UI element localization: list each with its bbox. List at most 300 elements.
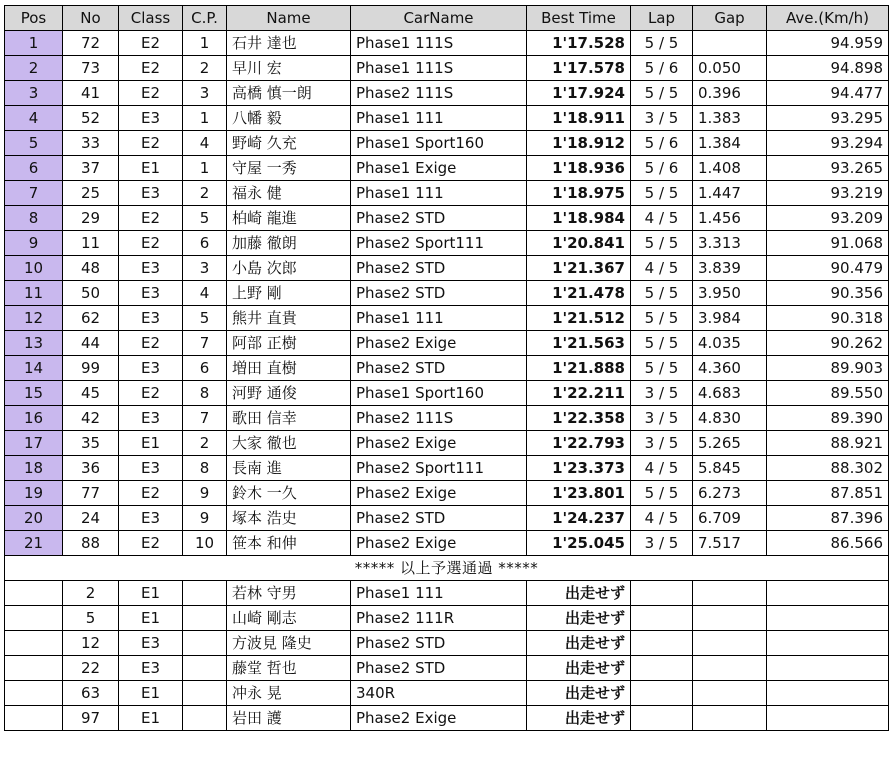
pos-cell: 15 bbox=[5, 381, 63, 406]
pos-cell-empty bbox=[5, 706, 63, 731]
class-cell: E3 bbox=[119, 456, 183, 481]
cp-cell-empty bbox=[183, 606, 227, 631]
cp-cell: 2 bbox=[183, 181, 227, 206]
best-time-cell: 1'22.358 bbox=[527, 406, 631, 431]
gap-cell: 1.408 bbox=[693, 156, 767, 181]
ave-cell: 86.566 bbox=[767, 531, 889, 556]
lap-cell-empty bbox=[631, 706, 693, 731]
cp-cell: 4 bbox=[183, 281, 227, 306]
name-cell: 笹本 和伸 bbox=[227, 531, 351, 556]
header-cp: C.P. bbox=[183, 6, 227, 31]
carname-cell: Phase2 Exige bbox=[351, 706, 527, 731]
carname-cell: Phase2 Sport111 bbox=[351, 456, 527, 481]
header-class: Class bbox=[119, 6, 183, 31]
gap-cell bbox=[693, 31, 767, 56]
carname-cell: Phase2 STD bbox=[351, 206, 527, 231]
table-row bbox=[5, 531, 889, 556]
table-row bbox=[5, 306, 889, 331]
best-time-cell: 1'21.367 bbox=[527, 256, 631, 281]
carname-cell: Phase2 STD bbox=[351, 631, 527, 656]
no-cell: 62 bbox=[63, 306, 119, 331]
cp-cell: 8 bbox=[183, 456, 227, 481]
best-time-cell: 1'23.801 bbox=[527, 481, 631, 506]
table-row bbox=[5, 381, 889, 406]
header-pos: Pos bbox=[5, 6, 63, 31]
cp-cell-empty bbox=[183, 681, 227, 706]
gap-cell-empty bbox=[693, 681, 767, 706]
name-cell: 大家 徹也 bbox=[227, 431, 351, 456]
dns-row bbox=[5, 581, 889, 606]
pos-cell: 19 bbox=[5, 481, 63, 506]
best-time-cell: 1'18.984 bbox=[527, 206, 631, 231]
lap-cell: 5 / 5 bbox=[631, 81, 693, 106]
table-row bbox=[5, 431, 889, 456]
no-cell: 73 bbox=[63, 56, 119, 81]
dns-row bbox=[5, 706, 889, 731]
cp-cell: 7 bbox=[183, 406, 227, 431]
ave-cell-empty bbox=[767, 581, 889, 606]
no-cell: 63 bbox=[63, 681, 119, 706]
lap-cell: 3 / 5 bbox=[631, 406, 693, 431]
gap-cell: 1.447 bbox=[693, 181, 767, 206]
pos-cell: 7 bbox=[5, 181, 63, 206]
cp-cell: 7 bbox=[183, 331, 227, 356]
table-row bbox=[5, 481, 889, 506]
table-row bbox=[5, 156, 889, 181]
carname-cell: Phase2 Exige bbox=[351, 331, 527, 356]
best-time-cell: 1'25.045 bbox=[527, 531, 631, 556]
pos-cell: 9 bbox=[5, 231, 63, 256]
ave-cell-empty bbox=[767, 606, 889, 631]
pos-cell: 2 bbox=[5, 56, 63, 81]
table-row bbox=[5, 356, 889, 381]
dns-body bbox=[5, 581, 889, 731]
ave-cell: 88.921 bbox=[767, 431, 889, 456]
pos-cell: 16 bbox=[5, 406, 63, 431]
ave-cell: 89.903 bbox=[767, 356, 889, 381]
gap-cell: 4.830 bbox=[693, 406, 767, 431]
table-row bbox=[5, 506, 889, 531]
no-cell: 36 bbox=[63, 456, 119, 481]
no-cell: 11 bbox=[63, 231, 119, 256]
carname-cell: Phase2 STD bbox=[351, 656, 527, 681]
gap-cell: 1.384 bbox=[693, 131, 767, 156]
status-cell: 出走せず bbox=[527, 606, 631, 631]
best-time-cell: 1'18.975 bbox=[527, 181, 631, 206]
no-cell: 5 bbox=[63, 606, 119, 631]
class-cell: E3 bbox=[119, 256, 183, 281]
best-time-cell: 1'22.793 bbox=[527, 431, 631, 456]
name-cell: 八幡 毅 bbox=[227, 106, 351, 131]
lap-cell-empty bbox=[631, 631, 693, 656]
cp-cell-empty bbox=[183, 581, 227, 606]
pos-cell: 17 bbox=[5, 431, 63, 456]
ave-cell-empty bbox=[767, 681, 889, 706]
dns-row bbox=[5, 631, 889, 656]
cp-cell: 1 bbox=[183, 106, 227, 131]
cp-cell: 8 bbox=[183, 381, 227, 406]
cp-cell-empty bbox=[183, 706, 227, 731]
gap-cell-empty bbox=[693, 706, 767, 731]
gap-cell: 3.839 bbox=[693, 256, 767, 281]
lap-cell: 3 / 5 bbox=[631, 106, 693, 131]
lap-cell: 4 / 5 bbox=[631, 506, 693, 531]
table-row bbox=[5, 206, 889, 231]
best-time-cell: 1'18.936 bbox=[527, 156, 631, 181]
ave-cell: 93.295 bbox=[767, 106, 889, 131]
class-cell: E3 bbox=[119, 306, 183, 331]
cp-cell: 6 bbox=[183, 356, 227, 381]
class-cell: E2 bbox=[119, 481, 183, 506]
name-cell: 熊井 直貴 bbox=[227, 306, 351, 331]
carname-cell: Phase2 STD bbox=[351, 256, 527, 281]
ave-cell: 93.294 bbox=[767, 131, 889, 156]
no-cell: 24 bbox=[63, 506, 119, 531]
ave-cell: 90.479 bbox=[767, 256, 889, 281]
pos-cell-empty bbox=[5, 606, 63, 631]
ave-cell-empty bbox=[767, 631, 889, 656]
dns-row bbox=[5, 606, 889, 631]
dns-row bbox=[5, 681, 889, 706]
pos-cell: 12 bbox=[5, 306, 63, 331]
header-lap: Lap bbox=[631, 6, 693, 31]
pos-cell: 5 bbox=[5, 131, 63, 156]
cp-cell: 4 bbox=[183, 131, 227, 156]
lap-cell-empty bbox=[631, 581, 693, 606]
lap-cell: 5 / 6 bbox=[631, 131, 693, 156]
table-row bbox=[5, 256, 889, 281]
carname-cell: Phase2 STD bbox=[351, 356, 527, 381]
ave-cell: 90.262 bbox=[767, 331, 889, 356]
class-cell: E2 bbox=[119, 131, 183, 156]
gap-cell: 4.360 bbox=[693, 356, 767, 381]
no-cell: 50 bbox=[63, 281, 119, 306]
best-time-cell: 1'17.924 bbox=[527, 81, 631, 106]
lap-cell: 4 / 5 bbox=[631, 456, 693, 481]
class-cell: E3 bbox=[119, 506, 183, 531]
gap-cell-empty bbox=[693, 581, 767, 606]
cp-cell: 1 bbox=[183, 156, 227, 181]
best-time-cell: 1'24.237 bbox=[527, 506, 631, 531]
table-row bbox=[5, 56, 889, 81]
lap-cell: 5 / 6 bbox=[631, 156, 693, 181]
name-cell: 歌田 信幸 bbox=[227, 406, 351, 431]
carname-cell: Phase1 111 bbox=[351, 306, 527, 331]
pos-cell-empty bbox=[5, 581, 63, 606]
lap-cell: 5 / 5 bbox=[631, 181, 693, 206]
gap-cell: 1.383 bbox=[693, 106, 767, 131]
ave-cell: 90.318 bbox=[767, 306, 889, 331]
lap-cell: 5 / 5 bbox=[631, 356, 693, 381]
best-time-cell: 1'18.911 bbox=[527, 106, 631, 131]
name-cell: 増田 直樹 bbox=[227, 356, 351, 381]
table-row bbox=[5, 181, 889, 206]
gap-cell-empty bbox=[693, 656, 767, 681]
ave-cell: 94.477 bbox=[767, 81, 889, 106]
cp-cell: 2 bbox=[183, 56, 227, 81]
name-cell: 石井 達也 bbox=[227, 31, 351, 56]
best-time-cell: 1'18.912 bbox=[527, 131, 631, 156]
table-row bbox=[5, 406, 889, 431]
ave-cell: 90.356 bbox=[767, 281, 889, 306]
name-cell: 福永 健 bbox=[227, 181, 351, 206]
pos-cell: 8 bbox=[5, 206, 63, 231]
table-row bbox=[5, 231, 889, 256]
gap-cell: 3.950 bbox=[693, 281, 767, 306]
no-cell: 52 bbox=[63, 106, 119, 131]
lap-cell: 5 / 5 bbox=[631, 331, 693, 356]
pos-cell: 21 bbox=[5, 531, 63, 556]
gap-cell: 0.396 bbox=[693, 81, 767, 106]
header-row bbox=[5, 6, 889, 31]
gap-cell: 5.265 bbox=[693, 431, 767, 456]
table-row bbox=[5, 31, 889, 56]
best-time-cell: 1'17.528 bbox=[527, 31, 631, 56]
lap-cell: 5 / 6 bbox=[631, 56, 693, 81]
status-cell: 出走せず bbox=[527, 656, 631, 681]
cp-cell: 2 bbox=[183, 431, 227, 456]
class-cell: E2 bbox=[119, 231, 183, 256]
name-cell: 山崎 剛志 bbox=[227, 606, 351, 631]
best-time-cell: 1'21.888 bbox=[527, 356, 631, 381]
no-cell: 77 bbox=[63, 481, 119, 506]
cp-cell: 6 bbox=[183, 231, 227, 256]
name-cell: 長南 進 bbox=[227, 456, 351, 481]
gap-cell: 4.035 bbox=[693, 331, 767, 356]
lap-cell: 5 / 5 bbox=[631, 306, 693, 331]
class-cell: E3 bbox=[119, 181, 183, 206]
lap-cell: 5 / 5 bbox=[631, 481, 693, 506]
results-table bbox=[4, 5, 889, 731]
pos-cell: 14 bbox=[5, 356, 63, 381]
cp-cell: 9 bbox=[183, 506, 227, 531]
name-cell: 阿部 正樹 bbox=[227, 331, 351, 356]
gap-cell: 6.273 bbox=[693, 481, 767, 506]
ave-cell-empty bbox=[767, 706, 889, 731]
pos-cell-empty bbox=[5, 656, 63, 681]
lap-cell-empty bbox=[631, 656, 693, 681]
best-time-cell: 1'21.478 bbox=[527, 281, 631, 306]
name-cell: 上野 剛 bbox=[227, 281, 351, 306]
separator-body bbox=[5, 556, 889, 581]
name-cell: 河野 通俊 bbox=[227, 381, 351, 406]
cp-cell: 9 bbox=[183, 481, 227, 506]
header-no: No bbox=[63, 6, 119, 31]
pos-cell: 4 bbox=[5, 106, 63, 131]
carname-cell: Phase1 111 bbox=[351, 106, 527, 131]
gap-cell: 0.050 bbox=[693, 56, 767, 81]
table-row bbox=[5, 81, 889, 106]
carname-cell: Phase2 STD bbox=[351, 281, 527, 306]
class-cell: E2 bbox=[119, 56, 183, 81]
ave-cell: 93.209 bbox=[767, 206, 889, 231]
carname-cell: Phase1 Sport160 bbox=[351, 381, 527, 406]
pos-cell: 1 bbox=[5, 31, 63, 56]
lap-cell: 4 / 5 bbox=[631, 256, 693, 281]
name-cell: 高橋 慎一朗 bbox=[227, 81, 351, 106]
best-time-cell: 1'20.841 bbox=[527, 231, 631, 256]
class-cell: E3 bbox=[119, 406, 183, 431]
pos-cell: 18 bbox=[5, 456, 63, 481]
no-cell: 35 bbox=[63, 431, 119, 456]
pos-cell: 11 bbox=[5, 281, 63, 306]
carname-cell: Phase1 Sport160 bbox=[351, 131, 527, 156]
best-time-cell: 1'21.563 bbox=[527, 331, 631, 356]
ave-cell-empty bbox=[767, 656, 889, 681]
no-cell: 37 bbox=[63, 156, 119, 181]
carname-cell: Phase1 111 bbox=[351, 581, 527, 606]
ave-cell: 91.068 bbox=[767, 231, 889, 256]
no-cell: 12 bbox=[63, 631, 119, 656]
header-carname: CarName bbox=[351, 6, 527, 31]
no-cell: 41 bbox=[63, 81, 119, 106]
name-cell: 塚本 浩史 bbox=[227, 506, 351, 531]
carname-cell: Phase1 111S bbox=[351, 31, 527, 56]
lap-cell: 5 / 5 bbox=[631, 281, 693, 306]
pos-cell: 10 bbox=[5, 256, 63, 281]
table-row bbox=[5, 131, 889, 156]
carname-cell: Phase2 Exige bbox=[351, 531, 527, 556]
lap-cell: 4 / 5 bbox=[631, 206, 693, 231]
name-cell: 鈴木 一久 bbox=[227, 481, 351, 506]
table-row bbox=[5, 456, 889, 481]
table-row bbox=[5, 106, 889, 131]
separator-row bbox=[5, 556, 889, 581]
cp-cell: 3 bbox=[183, 256, 227, 281]
class-cell: E3 bbox=[119, 656, 183, 681]
name-cell: 加藤 徹朗 bbox=[227, 231, 351, 256]
gap-cell: 3.313 bbox=[693, 231, 767, 256]
name-cell: 柏崎 龍進 bbox=[227, 206, 351, 231]
name-cell: 冲永 晃 bbox=[227, 681, 351, 706]
cp-cell: 1 bbox=[183, 31, 227, 56]
class-cell: E3 bbox=[119, 356, 183, 381]
gap-cell: 7.517 bbox=[693, 531, 767, 556]
no-cell: 42 bbox=[63, 406, 119, 431]
class-cell: E2 bbox=[119, 31, 183, 56]
carname-cell: Phase2 Exige bbox=[351, 431, 527, 456]
carname-cell: Phase1 111 bbox=[351, 181, 527, 206]
cp-cell-empty bbox=[183, 631, 227, 656]
class-cell: E3 bbox=[119, 281, 183, 306]
no-cell: 97 bbox=[63, 706, 119, 731]
best-time-cell: 1'21.512 bbox=[527, 306, 631, 331]
class-cell: E1 bbox=[119, 606, 183, 631]
no-cell: 45 bbox=[63, 381, 119, 406]
ave-cell: 93.265 bbox=[767, 156, 889, 181]
lap-cell: 3 / 5 bbox=[631, 531, 693, 556]
no-cell: 44 bbox=[63, 331, 119, 356]
class-cell: E1 bbox=[119, 681, 183, 706]
pos-cell: 3 bbox=[5, 81, 63, 106]
gap-cell: 4.683 bbox=[693, 381, 767, 406]
gap-cell-empty bbox=[693, 631, 767, 656]
ave-cell: 94.959 bbox=[767, 31, 889, 56]
best-time-cell: 1'23.373 bbox=[527, 456, 631, 481]
class-cell: E2 bbox=[119, 81, 183, 106]
class-cell: E2 bbox=[119, 381, 183, 406]
carname-cell: Phase1 111S bbox=[351, 56, 527, 81]
status-cell: 出走せず bbox=[527, 681, 631, 706]
pos-cell-empty bbox=[5, 681, 63, 706]
result-body bbox=[5, 31, 889, 556]
class-cell: E2 bbox=[119, 331, 183, 356]
pos-cell-empty bbox=[5, 631, 63, 656]
name-cell: 守屋 一秀 bbox=[227, 156, 351, 181]
lap-cell-empty bbox=[631, 681, 693, 706]
gap-cell-empty bbox=[693, 606, 767, 631]
table-row bbox=[5, 281, 889, 306]
no-cell: 2 bbox=[63, 581, 119, 606]
header-name: Name bbox=[227, 6, 351, 31]
class-cell: E1 bbox=[119, 431, 183, 456]
status-cell: 出走せず bbox=[527, 706, 631, 731]
status-cell: 出走せず bbox=[527, 631, 631, 656]
class-cell: E3 bbox=[119, 106, 183, 131]
cp-cell: 5 bbox=[183, 206, 227, 231]
name-cell: 小島 次郎 bbox=[227, 256, 351, 281]
cp-cell: 10 bbox=[183, 531, 227, 556]
header-best-time: Best Time bbox=[527, 6, 631, 31]
cp-cell: 5 bbox=[183, 306, 227, 331]
pos-cell: 6 bbox=[5, 156, 63, 181]
no-cell: 72 bbox=[63, 31, 119, 56]
best-time-cell: 1'22.211 bbox=[527, 381, 631, 406]
lap-cell: 3 / 5 bbox=[631, 431, 693, 456]
no-cell: 88 bbox=[63, 531, 119, 556]
no-cell: 99 bbox=[63, 356, 119, 381]
gap-cell: 6.709 bbox=[693, 506, 767, 531]
carname-cell: Phase2 111S bbox=[351, 81, 527, 106]
name-cell: 早川 宏 bbox=[227, 56, 351, 81]
class-cell: E1 bbox=[119, 156, 183, 181]
ave-cell: 94.898 bbox=[767, 56, 889, 81]
carname-cell: 340R bbox=[351, 681, 527, 706]
status-cell: 出走せず bbox=[527, 581, 631, 606]
dns-row bbox=[5, 656, 889, 681]
class-cell: E2 bbox=[119, 531, 183, 556]
ave-cell: 88.302 bbox=[767, 456, 889, 481]
name-cell: 方波見 隆史 bbox=[227, 631, 351, 656]
class-cell: E3 bbox=[119, 631, 183, 656]
gap-cell: 3.984 bbox=[693, 306, 767, 331]
ave-cell: 89.550 bbox=[767, 381, 889, 406]
pos-cell: 20 bbox=[5, 506, 63, 531]
qualified-separator: ***** 以上予選通過 ***** bbox=[5, 556, 889, 581]
carname-cell: Phase2 111R bbox=[351, 606, 527, 631]
carname-cell: Phase2 Exige bbox=[351, 481, 527, 506]
ave-cell: 87.851 bbox=[767, 481, 889, 506]
carname-cell: Phase2 Sport111 bbox=[351, 231, 527, 256]
class-cell: E1 bbox=[119, 706, 183, 731]
gap-cell: 1.456 bbox=[693, 206, 767, 231]
best-time-cell: 1'17.578 bbox=[527, 56, 631, 81]
carname-cell: Phase2 111S bbox=[351, 406, 527, 431]
no-cell: 25 bbox=[63, 181, 119, 206]
name-cell: 野崎 久充 bbox=[227, 131, 351, 156]
lap-cell-empty bbox=[631, 606, 693, 631]
lap-cell: 5 / 5 bbox=[631, 231, 693, 256]
gap-cell: 5.845 bbox=[693, 456, 767, 481]
table-row bbox=[5, 331, 889, 356]
header-ave: Ave.(Km/h) bbox=[767, 6, 889, 31]
name-cell: 藤堂 哲也 bbox=[227, 656, 351, 681]
lap-cell: 3 / 5 bbox=[631, 381, 693, 406]
carname-cell: Phase2 STD bbox=[351, 506, 527, 531]
class-cell: E2 bbox=[119, 206, 183, 231]
ave-cell: 89.390 bbox=[767, 406, 889, 431]
pos-cell: 13 bbox=[5, 331, 63, 356]
